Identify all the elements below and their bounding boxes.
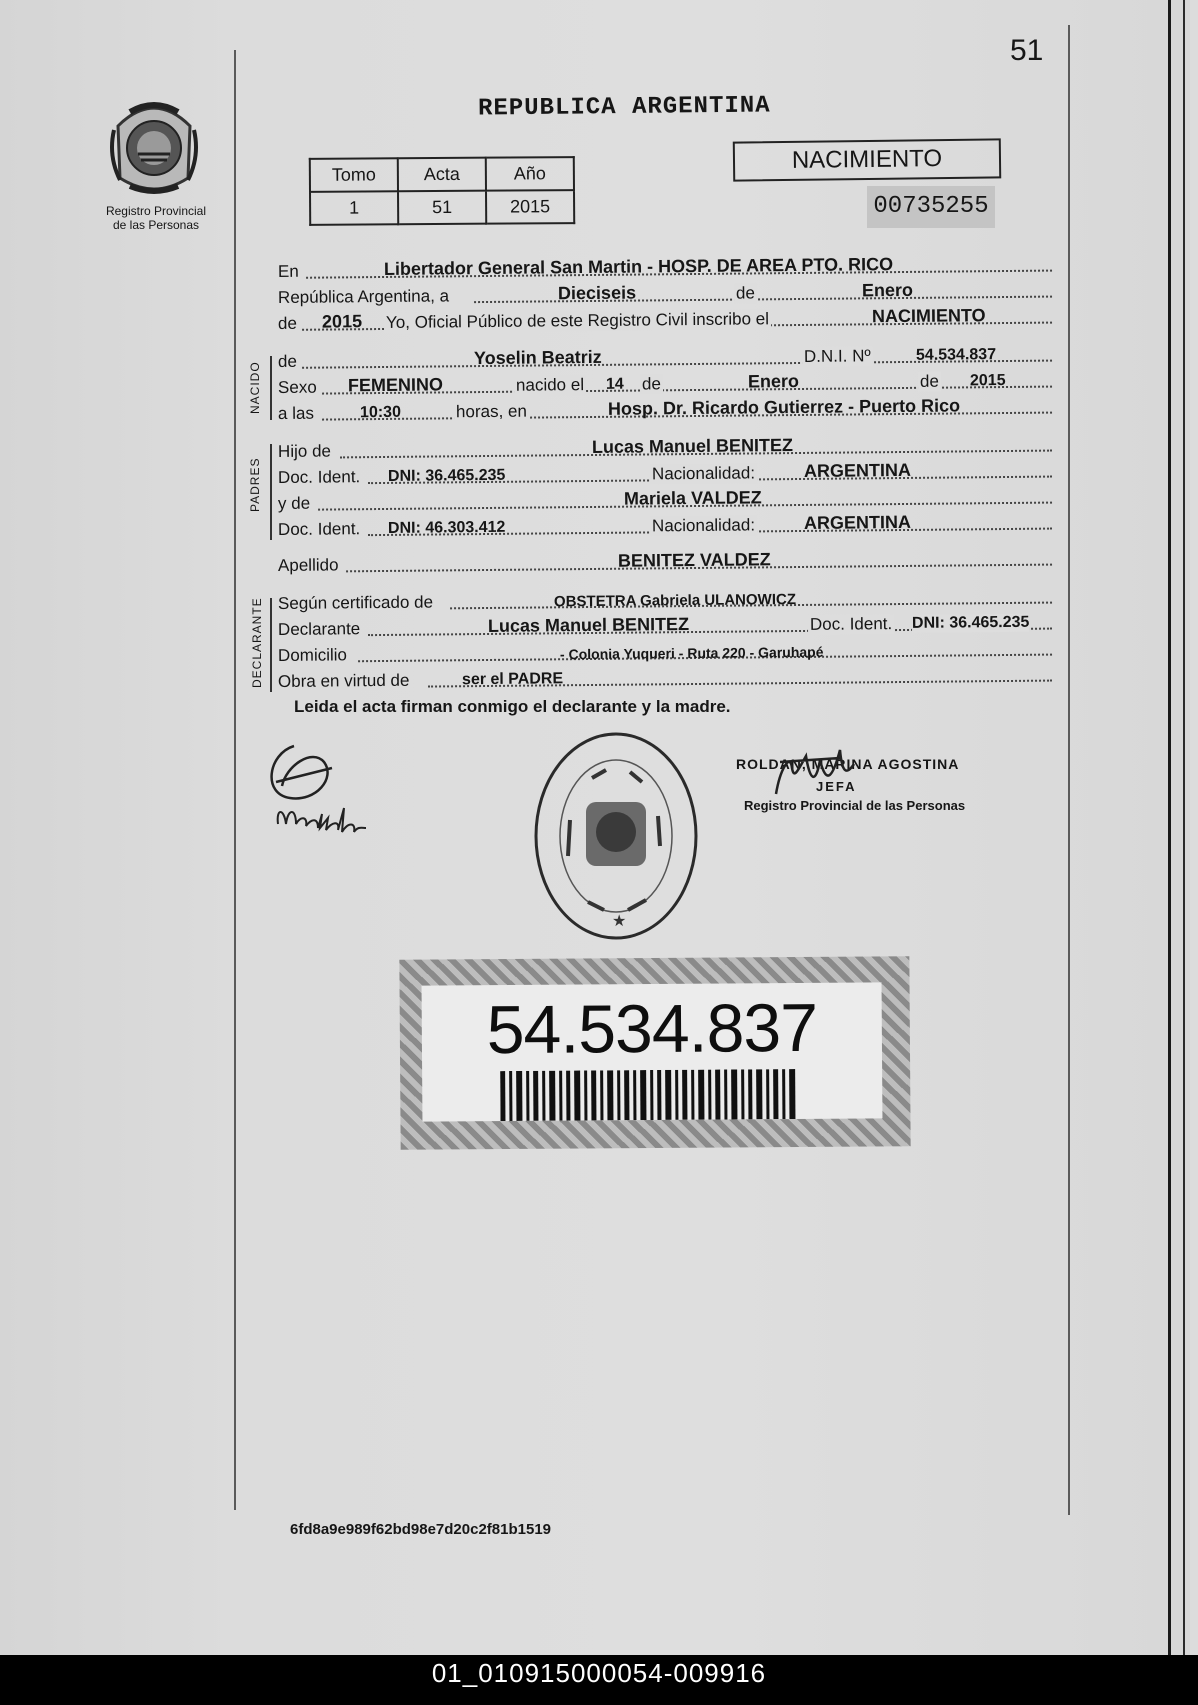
value-madre-nac: ARGENTINA [803, 511, 912, 533]
registry-line1: Registro Provincial [105, 204, 207, 218]
value-mes: Enero [861, 279, 914, 301]
document-hash: 6fd8a9e989f62bd98e7d20c2f81b1519 [290, 1521, 552, 1538]
table-value-acta: 51 [398, 191, 486, 225]
tomo-acta-table [309, 156, 575, 226]
side-label-declarante: DECLARANTE [250, 597, 264, 688]
value-nacido-dia: 14 [605, 375, 624, 393]
label-decl-doc: Doc. Ident. [808, 614, 894, 635]
label-de: de [277, 351, 298, 371]
label-de: de [277, 313, 298, 333]
label-hijo: Hijo de [277, 441, 332, 461]
label-obra: Obra en virtud de [277, 670, 410, 691]
label-de: de [734, 283, 757, 303]
section-bracket-padres [270, 444, 272, 540]
value-padre: Lucas Manuel BENITEZ [591, 435, 794, 457]
id-sticker [399, 956, 910, 1150]
value-padre-nac: ARGENTINA [803, 459, 912, 481]
value-padre-doc: DNI: 36.465.235 [387, 466, 506, 485]
label-republica: República Argentina, a [277, 286, 450, 307]
table-value-tomo: 1 [310, 191, 398, 225]
value-domicilio: - Colonia Yuqueri - Ruta 220 - Garuhapé [559, 643, 824, 663]
label-en: En [277, 261, 299, 281]
value-inscribo: NACIMIENTO [871, 305, 986, 327]
value-en: Libertador General San Martin - HOSP. DE AREA PTO. RICO [383, 254, 894, 279]
value-madre-doc: DNI: 46.303.412 [387, 518, 506, 537]
label-de: de [640, 374, 663, 394]
table-header-acta: Acta [398, 158, 486, 192]
value-declarante: Lucas Manuel BENITEZ [487, 614, 690, 636]
value-lugar: Hosp. Dr. Ricardo Gutierrez - Puerto Rico [607, 395, 961, 419]
barcode-icon [500, 1069, 800, 1121]
svg-text:★: ★ [612, 911, 627, 930]
page-number: 51 [1010, 34, 1044, 67]
serial-number: 00735255 [867, 186, 995, 228]
value-anio: 2015 [321, 311, 363, 332]
official-role: JEFA [816, 779, 857, 794]
label-yde: y de [277, 493, 311, 513]
side-label-padres: PADRES [248, 457, 262, 512]
id-sticker-face [422, 982, 883, 1121]
value-nacido-mes: Enero [747, 370, 800, 392]
label-docident: Doc. Ident. [277, 467, 361, 487]
page-edge-outer [1183, 0, 1185, 1655]
label-sexo: Sexo [277, 377, 317, 397]
official-org: Registro Provincial de las Personas [744, 798, 966, 813]
label-docident: Doc. Ident. [277, 519, 361, 539]
id-number: 54.534.837 [486, 989, 818, 1069]
value-decl-doc: DNI: 36.465.235 [911, 613, 1030, 632]
label-alas: a las [277, 403, 315, 423]
official-name: ROLDAN, MARINA AGOSTINA [736, 756, 960, 772]
official-stamp [530, 726, 702, 951]
side-label-nacido: NACIDO [248, 361, 262, 414]
label-horas: horas, en [454, 402, 529, 423]
value-segun: OBSTETRA Gabriela ULANOWICZ [553, 591, 797, 611]
label-segun: Según certificado de [277, 592, 434, 613]
label-dni: D.N.I. Nº [802, 346, 873, 367]
label-apellido: Apellido [277, 555, 339, 575]
table-header-tomo: Tomo [310, 158, 398, 192]
value-obra: ser el PADRE [461, 670, 564, 689]
left-margin-line [234, 50, 236, 1510]
document-type-box: NACIMIENTO [733, 138, 1001, 181]
value-apellido: BENITEZ VALDEZ [617, 549, 771, 571]
registry-name [96, 204, 216, 232]
right-margin-line [1068, 25, 1070, 1515]
table-value-anio: 2015 [486, 190, 574, 224]
page-edge [1168, 0, 1171, 1655]
section-bracket-declarante [270, 598, 272, 692]
value-nombre: Yoselin Beatriz [473, 346, 602, 369]
file-id: 01_010915000054-009916 [431, 1658, 767, 1688]
label-declarante: Declarante [277, 619, 361, 639]
value-sexo: FEMENINO [347, 374, 444, 396]
section-bracket-nacido [270, 356, 272, 420]
value-dia: Dieciseis [557, 282, 637, 304]
label-nacido: nacido el [514, 375, 586, 396]
document-title: REPUBLICA ARGENTINA [477, 92, 771, 123]
mother-signature [262, 738, 392, 855]
value-dni: 54.534.837 [915, 346, 997, 364]
label-domicilio: Domicilio [277, 645, 348, 665]
official-signature [770, 740, 880, 805]
registry-line2: de las Personas [112, 218, 200, 232]
label-nacionalidad: Nacionalidad: [650, 515, 757, 536]
yo-text: Yo, Oficial Público de este Registro Civil inscribo el [384, 309, 771, 333]
value-nacido-anio: 2015 [969, 372, 1006, 390]
label-de: de [918, 372, 941, 392]
table-header-anio: Año [486, 157, 574, 191]
label-nacionalidad: Nacionalidad: [650, 463, 757, 484]
closing-statement: Leida el acta firman conmigo el declarante y la madre. [294, 697, 731, 716]
value-hora: 10:30 [359, 403, 402, 422]
registry-seal-icon [108, 96, 200, 207]
value-madre: Mariela VALDEZ [623, 487, 762, 509]
